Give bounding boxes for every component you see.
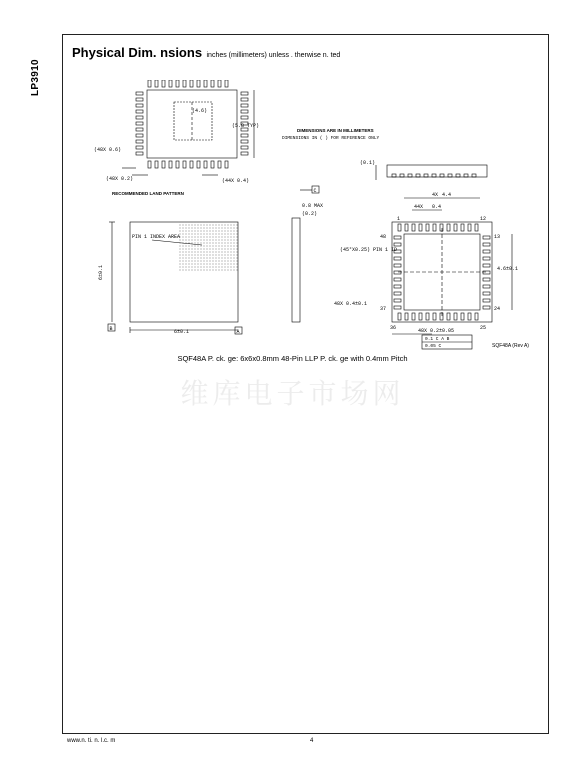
pin-label-25: 25 <box>480 325 487 331</box>
pin-label-36: 36 <box>390 325 397 331</box>
tol-row-1: 0.1 C A B <box>425 337 450 342</box>
notes-line-1: DIMENSIONS ARE IN MILLIMETERS <box>297 128 374 133</box>
page-number: 4 <box>310 738 314 744</box>
dim-body-horiz: 6±0.1 <box>174 329 190 335</box>
pin-label-13: 13 <box>494 234 501 240</box>
datum-c: C <box>313 188 317 194</box>
pin-label-12: 12 <box>480 216 487 222</box>
revision-label: SQF48A (Rev A) <box>492 343 529 349</box>
datum-a: A <box>236 329 240 335</box>
section-subtitle: inches (millimeters) unless . therwise n. ted <box>206 52 341 59</box>
dim-body-vert: 6±0.1 <box>98 264 104 280</box>
pin-label-1: 1 <box>397 216 401 222</box>
watermark: 维库电子市场网 <box>180 377 405 410</box>
dim-left-pitch: (48X 0.6) <box>94 147 122 153</box>
dim-epad: 4.6±0.1 <box>497 266 519 272</box>
pin-label-37: 37 <box>380 306 387 312</box>
side-view <box>376 165 487 180</box>
dim-bottom-pitch: (44X 0.4) <box>222 178 250 184</box>
dim-thickness: 0.8 MAX <box>302 203 324 209</box>
dim-lead-len: 48X 0.4±0.1 <box>334 301 368 307</box>
pin1-index-label: PIN 1 INDEX AREA <box>132 234 181 240</box>
section-title-text: Physical Dim. nsions <box>72 45 203 60</box>
dim-44x-b-val: 0.4 <box>432 204 442 210</box>
figure-caption: SQF48A P. ck. ge: 6x6x0.8mm 48-Pin LLP P. ck. ge with 0.4mm Pitch <box>177 354 408 363</box>
pin-label-24: 24 <box>494 306 501 312</box>
dim-top-square: (4.6) <box>192 108 208 114</box>
section-title <box>72 44 340 62</box>
tol-row-2: 0.05 C <box>425 344 442 349</box>
part-number-label: LP3910 <box>30 59 41 96</box>
pin-label-48: 48 <box>380 234 387 240</box>
pin1-id: (45°X0.25) PIN 1 ID <box>340 247 398 253</box>
notes-line-2: DIMENSIONS IN ( ) FOR REFERENCE ONLY <box>282 136 380 141</box>
dim-standoff: (0.2) <box>302 211 318 217</box>
dim-top-typ: (5.8 TYP) <box>232 123 260 129</box>
dim-44x: 4X <box>432 192 439 198</box>
dim-side-height: (0.1) <box>360 160 376 166</box>
dim-lead-w: 48X 0.2±0.05 <box>418 328 455 334</box>
dim-bottom-width: (48X 0.2) <box>106 176 134 182</box>
footer-url: www.n. ti. n. l.c. m <box>67 738 116 744</box>
datum-b: B <box>109 326 113 332</box>
dim-44x-val: 4.4 <box>442 192 452 198</box>
bottom-view <box>392 198 512 349</box>
dim-44x-b: 44X <box>414 204 424 210</box>
land-pattern-title: RECOMMENDED LAND PATTERN <box>112 191 184 196</box>
package-drawing <box>92 80 522 350</box>
